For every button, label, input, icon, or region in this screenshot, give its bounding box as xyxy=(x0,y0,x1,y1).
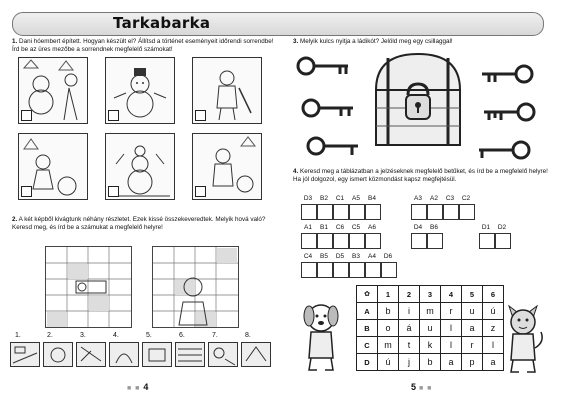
cat-character-picture xyxy=(499,298,547,374)
answer-box[interactable] xyxy=(333,262,349,278)
right-page xyxy=(281,0,562,400)
key-4-icon[interactable] xyxy=(479,60,534,88)
table-cell: z xyxy=(483,320,504,337)
task-3-instruction: Melyik kulcs nyitja a ládikót? Jelöld meg egy csillaggal! xyxy=(300,38,453,45)
table-cell: a xyxy=(462,320,483,337)
table-cell: r xyxy=(441,303,462,320)
answer-code-label: D2 xyxy=(497,224,507,231)
order-input-2[interactable] xyxy=(108,110,119,121)
task-1-instruction: Dani hóembert épített. Hogyan készült el? Állítsd a történet eseményeit időrendi sorrendbe! Írd be az üres mezőbe a sorrendnek megfelelő számokat! xyxy=(12,38,274,53)
piece-label-5: 5. xyxy=(146,332,152,339)
answer-code-label: A6 xyxy=(368,224,376,231)
task-3-text xyxy=(293,38,555,46)
page-dots-right: ■ ■ xyxy=(416,385,433,392)
key-2-icon[interactable] xyxy=(301,94,356,122)
row-header-b: B xyxy=(357,320,378,337)
answer-box[interactable] xyxy=(301,233,317,249)
puzzle-grid-right xyxy=(152,246,239,328)
col-header-2: 2 xyxy=(399,286,420,303)
answer-box[interactable] xyxy=(317,204,333,220)
answer-code-label: B2 xyxy=(320,195,328,202)
page-number-left-value: 4 xyxy=(143,382,149,392)
page-number-right xyxy=(411,382,432,392)
answer-box[interactable] xyxy=(301,204,317,220)
answer-code-label: B6 xyxy=(430,224,438,231)
col-header-4: 4 xyxy=(441,286,462,303)
answer-box[interactable] xyxy=(317,233,333,249)
dog-character-picture xyxy=(299,300,344,372)
table-cell: b xyxy=(420,354,441,371)
table-cell: u xyxy=(462,303,483,320)
task-2-number: 2. xyxy=(12,216,18,223)
piece-label-1: 1. xyxy=(15,332,21,339)
key-6-icon[interactable] xyxy=(476,136,531,164)
answer-code-label: A2 xyxy=(430,195,438,202)
table-corner-icon: ✿ xyxy=(357,286,378,303)
letter-table xyxy=(356,285,504,371)
table-cell: b xyxy=(378,303,399,320)
order-input-5[interactable] xyxy=(108,186,119,197)
table-row xyxy=(357,337,504,354)
page-title: Tarkabarka xyxy=(113,14,211,32)
row-header-c: C xyxy=(357,337,378,354)
answer-box[interactable] xyxy=(381,262,397,278)
puzzle-piece-6 xyxy=(175,342,205,367)
table-row xyxy=(357,320,504,337)
answer-code-label: A4 xyxy=(368,253,376,260)
table-cell: p xyxy=(462,354,483,371)
answer-box[interactable] xyxy=(495,233,511,249)
table-cell: l xyxy=(441,320,462,337)
table-cell: m xyxy=(378,337,399,354)
answer-code-label: A1 xyxy=(304,224,312,231)
puzzle-piece-5 xyxy=(142,342,172,367)
answer-box[interactable] xyxy=(411,233,427,249)
table-cell: r xyxy=(462,337,483,354)
table-cell: i xyxy=(399,303,420,320)
row-header-a: A xyxy=(357,303,378,320)
answer-code-label: B3 xyxy=(352,253,360,260)
col-header-5: 5 xyxy=(462,286,483,303)
task-3-number: 3. xyxy=(293,38,299,45)
order-input-6[interactable] xyxy=(195,186,206,197)
task-1-text xyxy=(12,38,274,54)
table-cell: ú xyxy=(378,354,399,371)
piece-label-8: 8. xyxy=(245,332,251,339)
table-cell: a xyxy=(441,354,462,371)
table-row xyxy=(357,303,504,320)
puzzle-grid-left xyxy=(45,246,132,328)
answer-code-label: C2 xyxy=(461,195,471,202)
answer-box[interactable] xyxy=(349,262,365,278)
answer-box[interactable] xyxy=(349,233,365,249)
key-3-icon[interactable] xyxy=(306,132,361,160)
table-cell: a xyxy=(483,354,504,371)
table-cell: l xyxy=(483,337,504,354)
table-cell: j xyxy=(399,354,420,371)
task-4-text xyxy=(293,168,555,184)
piece-label-7: 7. xyxy=(212,332,218,339)
table-cell: k xyxy=(420,337,441,354)
puzzle-piece-4 xyxy=(109,342,139,367)
col-header-1: 1 xyxy=(378,286,399,303)
answer-box[interactable] xyxy=(349,204,365,220)
answer-box[interactable] xyxy=(427,233,443,249)
answer-code-label: D4 xyxy=(413,224,423,231)
page-dots-left: ■ ■ xyxy=(127,385,144,392)
answer-box[interactable] xyxy=(365,233,381,249)
page-number-right-value: 5 xyxy=(411,382,417,392)
table-cell: ú xyxy=(483,303,504,320)
table-cell: u xyxy=(420,320,441,337)
task-2-text xyxy=(12,216,274,232)
task-2-instruction: A két képből kivágtunk néhány részletet. Ezek kissé összekeveredtek. Melyik hová való? Keresd meg, és írd be a számukat a megfelelő helyre! xyxy=(12,216,266,231)
answer-box[interactable] xyxy=(479,233,495,249)
key-1-icon[interactable] xyxy=(296,52,351,80)
answer-box[interactable] xyxy=(333,204,349,220)
answer-box[interactable] xyxy=(443,204,459,220)
table-cell: o xyxy=(378,320,399,337)
answer-code-label: C6 xyxy=(335,224,345,231)
order-input-3[interactable] xyxy=(195,110,206,121)
answer-box[interactable] xyxy=(411,204,427,220)
puzzle-piece-1 xyxy=(10,342,40,367)
answer-box[interactable] xyxy=(427,204,443,220)
answer-code-label: C1 xyxy=(335,195,345,202)
answer-code-label: C5 xyxy=(351,224,361,231)
answer-code-label: B5 xyxy=(320,253,328,260)
task-1-number: 1. xyxy=(12,38,18,45)
table-cell: m xyxy=(420,303,441,320)
task-4-instruction: Keresd meg a táblázatban a jelzéseknek megfelelő betűket, és írd be a megfelelő helyre! Ha jól dolgozol, egy ismert közmondást kapsz megfejtésül. xyxy=(293,168,548,183)
answer-box[interactable] xyxy=(317,262,333,278)
key-5-icon[interactable] xyxy=(481,98,536,126)
table-row xyxy=(357,354,504,371)
answer-code-label: A5 xyxy=(352,195,360,202)
piece-label-4: 4. xyxy=(113,332,119,339)
col-header-6: 6 xyxy=(483,286,504,303)
answer-code-label: C4 xyxy=(303,253,313,260)
puzzle-piece-7 xyxy=(208,342,238,367)
task-4-number: 4. xyxy=(293,168,299,175)
puzzle-piece-8 xyxy=(241,342,271,367)
puzzle-piece-2 xyxy=(43,342,73,367)
table-cell: t xyxy=(399,337,420,354)
piece-label-2: 2. xyxy=(47,332,53,339)
answer-code-label: D3 xyxy=(303,195,313,202)
piece-label-3: 3. xyxy=(80,332,86,339)
answer-code-label: C3 xyxy=(445,195,455,202)
table-cell: á xyxy=(399,320,420,337)
answer-code-label: B4 xyxy=(368,195,376,202)
answer-code-label: A3 xyxy=(414,195,422,202)
order-input-1[interactable] xyxy=(21,110,32,121)
piece-label-6: 6. xyxy=(179,332,185,339)
treasure-chest-picture xyxy=(368,50,468,150)
table-cell: l xyxy=(441,337,462,354)
answer-box[interactable] xyxy=(365,204,381,220)
answer-box[interactable] xyxy=(333,233,349,249)
answer-code-label: B1 xyxy=(320,224,328,231)
table-header-row xyxy=(357,286,504,303)
puzzle-piece-3 xyxy=(76,342,106,367)
row-header-d: D xyxy=(357,354,378,371)
order-input-4[interactable] xyxy=(21,186,32,197)
answer-box[interactable] xyxy=(459,204,475,220)
answer-box[interactable] xyxy=(365,262,381,278)
answer-code-label: D1 xyxy=(481,224,491,231)
answer-box[interactable] xyxy=(301,262,317,278)
col-header-3: 3 xyxy=(420,286,441,303)
answer-code-label: D6 xyxy=(383,253,393,260)
page-number-left xyxy=(127,382,148,392)
answer-code-label: D5 xyxy=(335,253,345,260)
